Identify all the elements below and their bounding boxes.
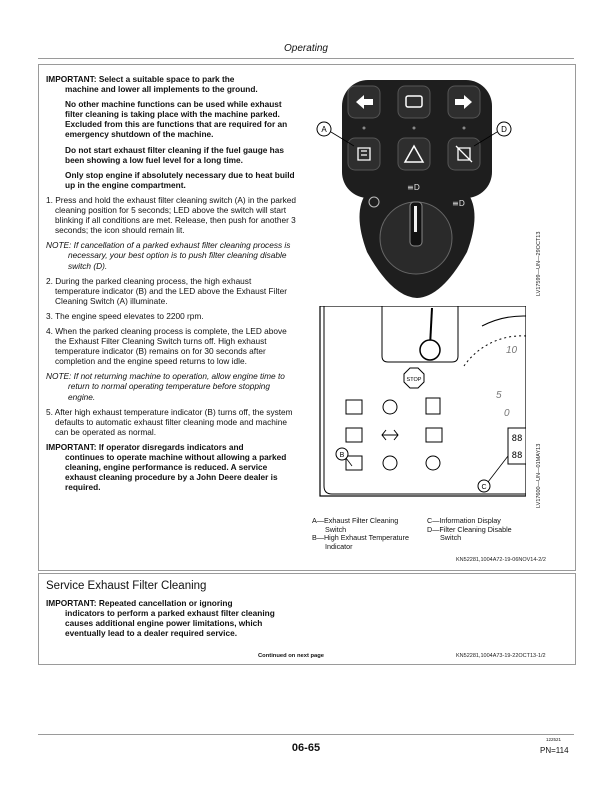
stop-text: STOP [406, 377, 422, 383]
instrument-display-figure [312, 306, 526, 504]
rpm-0: 0 [504, 408, 510, 419]
step-1: 1. Press and hold the exhaust filter cleaning switch (A) in the parked cleaning position for 5 seconds; LED above the switch will start blinking if all conditions are met. Release, then push for another 3 seconds; the icon should remain lit. [46, 194, 296, 236]
step-3: 3. The engine speed elevates to 2200 rpm. [46, 310, 204, 321]
important-3-lead: IMPORTANT: Repeated cancellation or ignoring [46, 598, 233, 608]
svg-text:≡D: ≡D [407, 183, 420, 192]
important-1-p2: No other machine functions can be used while exhaust filter cleaning is taking place with the machine parked. Excluded from this are functions that are required for an emergency shutdown of the machine. [65, 99, 288, 140]
figure-2-id: LV17600—UN—01MAY13 [536, 443, 542, 508]
important-1-rest: machine and lower all implements to the ground. [65, 84, 258, 95]
callout-b: B [339, 452, 345, 459]
exhaust-filter-cleaning-switch [348, 138, 380, 170]
running-header: Operating [284, 43, 328, 54]
lcd-digits-2: 88 [511, 451, 523, 461]
important-1-p4: Only stop engine if absolutely necessary due to heat build up in the engine compartment. [65, 169, 295, 190]
important-1 [46, 74, 298, 94]
important-3-rest: indicators to perform a parked exhaust filter cleaning causes additional engine power limitations, which eventually lead to a dealer required service. [65, 608, 275, 639]
callout-d: D [501, 125, 507, 134]
page-number: 06-65 [291, 742, 321, 754]
reference-id-2: KN52281,1004A73-19-22OCT13-1/2 [456, 653, 546, 659]
reference-id-1: KN52281,1004A72-19-06NOV14-2/2 [456, 557, 546, 563]
header-rule [38, 58, 574, 59]
important-2-lead: IMPORTANT: If operator disregards indicators and [46, 441, 244, 452]
note-1: NOTE: If cancellation of a parked exhaust filter cleaning process is necessary, your best option is to push filter cleaning disable switch (D). [46, 240, 291, 271]
step-2: 2. During the parked cleaning process, the high exhaust temperature indicator (B) and the LED above the Exhaust Filter Cleaning Switch (A) illuminate. [46, 275, 287, 306]
switch-panel-figure [312, 72, 524, 300]
important-1-lead: IMPORTANT: Select a suitable space to park the [46, 74, 235, 84]
legend-d-cont: Switch [440, 533, 462, 542]
legend-left [312, 517, 409, 551]
service-important [46, 598, 296, 643]
important-1-p3: Do not start exhaust filter cleaning if the fuel gauge has been showing a low fuel level for a long time. [65, 144, 284, 165]
step-4: 4. When the parked cleaning process is complete, the LED above the Exhaust Filter Cleaning Switch turns off. High exhaust temperature indicator (B) remains on for 30 seconds after completion and the engine speed returns to low idle. [46, 325, 287, 367]
legend-a: A—Exhaust Filter Cleaning [312, 516, 399, 525]
lcd-digits-1: 88 [511, 434, 523, 444]
switch-panel-illustration [312, 72, 524, 300]
legend-a-cont: Switch [325, 524, 347, 534]
svg-text:≡D: ≡D [452, 199, 465, 208]
callout-c: C [481, 484, 487, 491]
legend-right [427, 517, 512, 543]
important-2-rest: continues to operate machine without allowing a parked cleaning, engine performance is reduced. A service exhaust cleaning procedure by a John Deere dealer is required. [65, 452, 287, 493]
pn-number: PN=114 [540, 746, 569, 755]
rpm-10: 10 [506, 345, 518, 356]
legend-b-cont: Indicator [325, 541, 353, 551]
footer-rule [38, 734, 574, 735]
important-2 [46, 442, 298, 492]
legend-d: D—Filter Cleaning Disable [427, 524, 512, 534]
left-column [46, 74, 298, 497]
legend-b: B—High Exhaust Temperature [312, 533, 409, 542]
step-5: 5. After high exhaust temperature indicator (B) turns off, the system defaults to automatic exhaust filter cleaning mode and machine can be operated as normal. [46, 406, 293, 437]
callout-a: A [321, 125, 327, 134]
note-2: NOTE: If not returning machine to operation, allow engine time to return to normal operating temperature before stopping engine. [46, 371, 285, 402]
figure-1-id: LV17599—UN—29OCT13 [536, 231, 542, 296]
continued-note: Continued on next page [258, 653, 325, 659]
footer-date-code: 122521 [546, 737, 562, 742]
legend-c: C—Information Display [427, 516, 501, 525]
filter-disable-icon [456, 146, 472, 162]
instrument-display-illustration [312, 306, 526, 504]
important-3 [46, 598, 296, 638]
rpm-5: 5 [496, 390, 502, 401]
section-title: Service Exhaust Filter Cleaning [46, 580, 207, 592]
